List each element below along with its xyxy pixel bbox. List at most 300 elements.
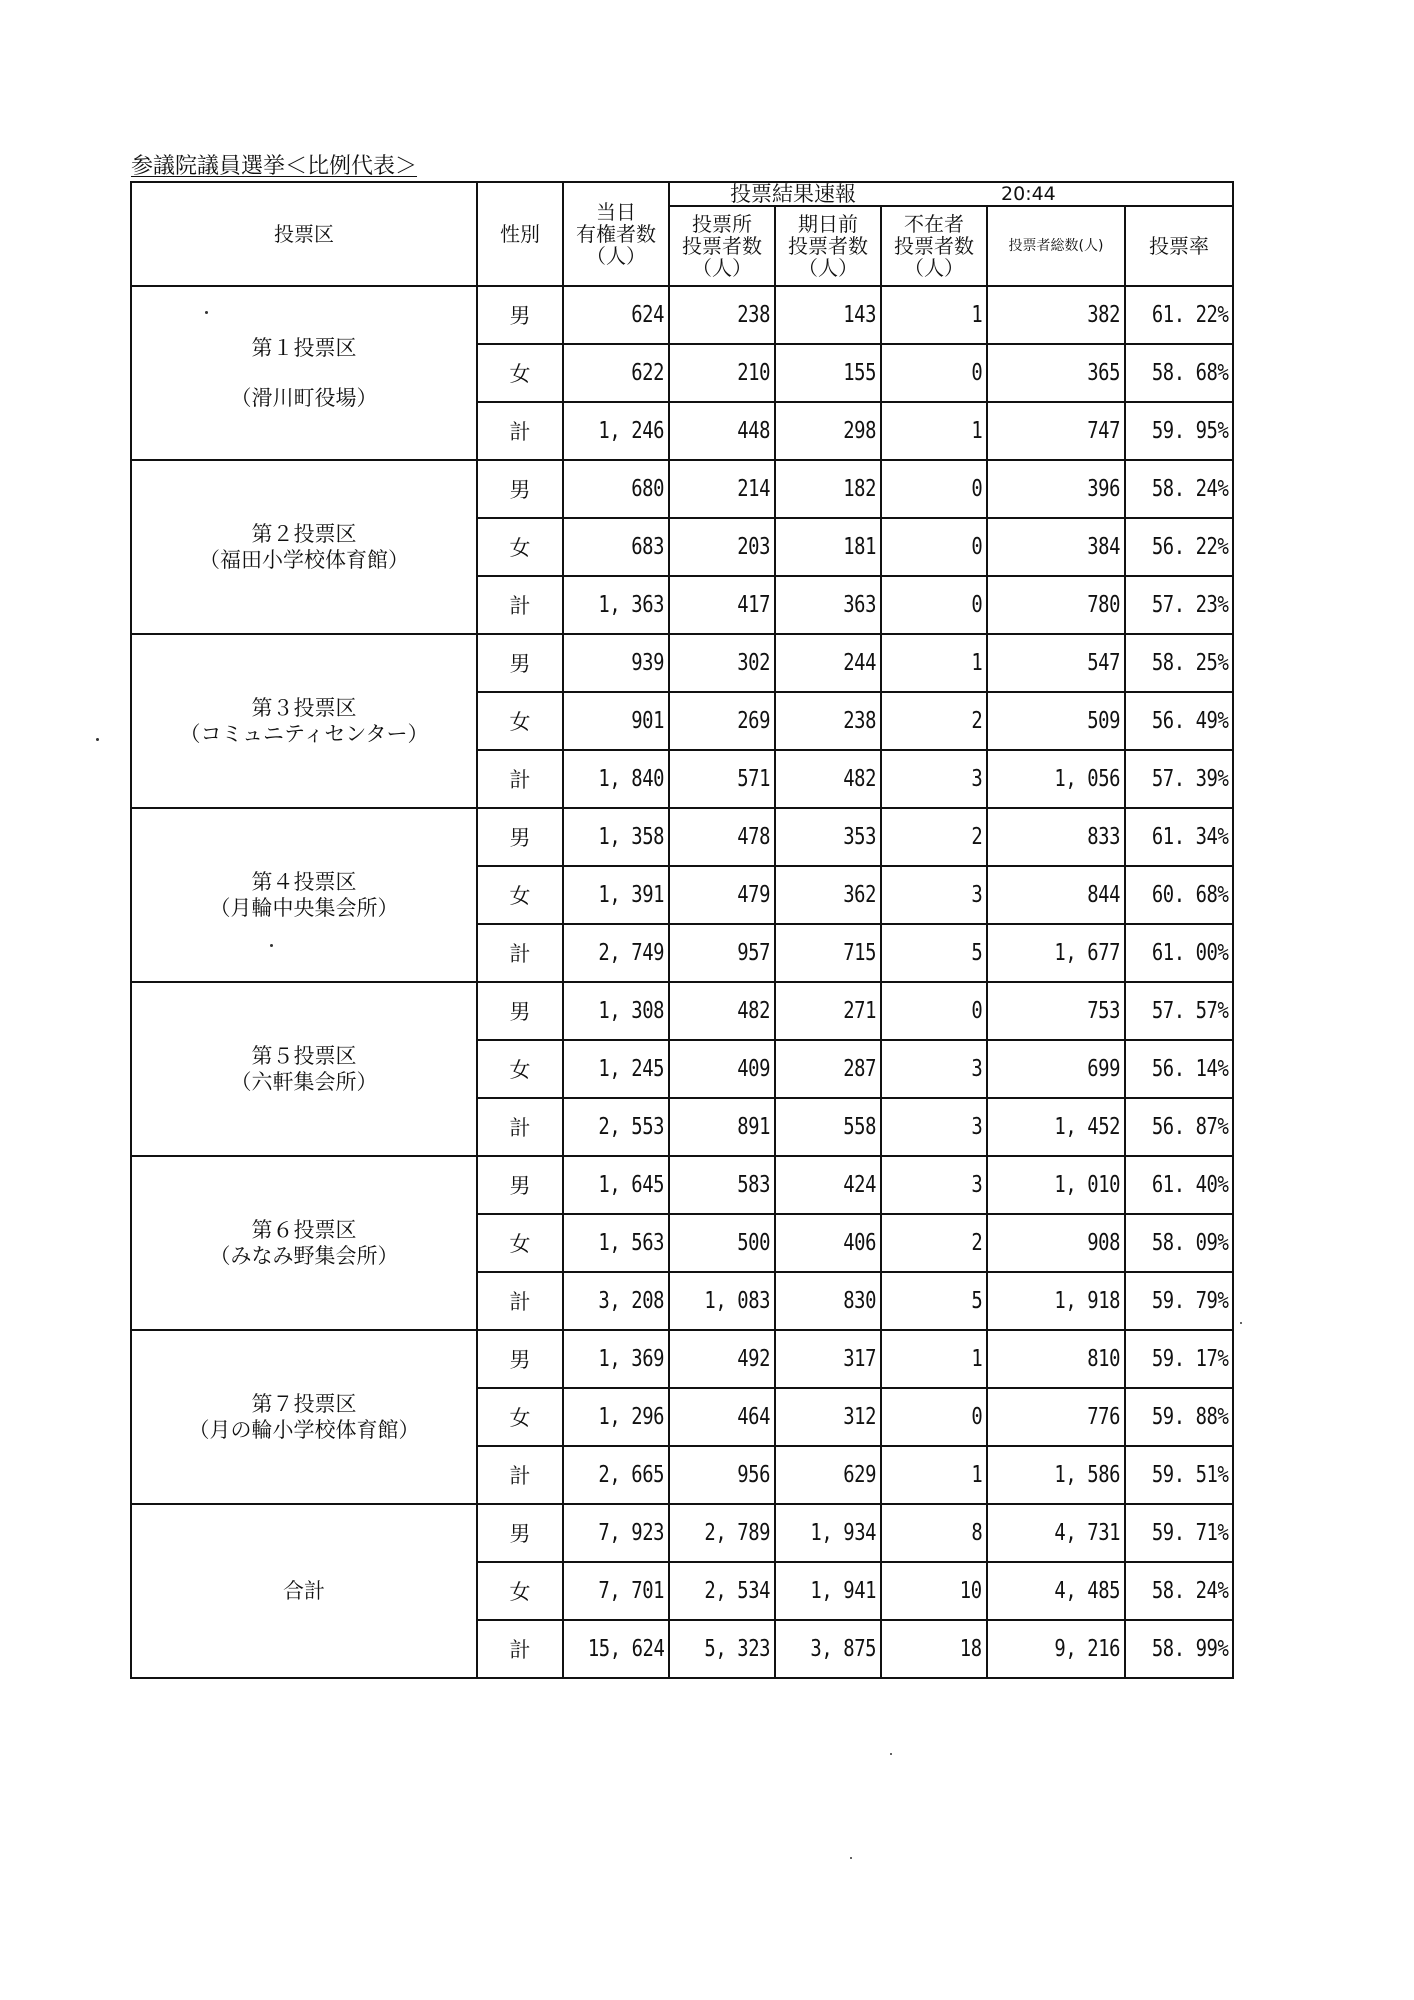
gender-cell: 男 [477, 1330, 563, 1388]
turnout-cell-value: 58. 24% [1151, 476, 1229, 502]
early-voting-cell-value: 1, 941 [810, 1578, 876, 1604]
total-voters-cell [987, 518, 1125, 576]
early-voting-cell [775, 692, 881, 750]
polling-station-cell-value: 448 [737, 418, 770, 444]
eligible-cell-value: 3, 208 [598, 1288, 664, 1314]
total-voters-cell-value: 1, 010 [1054, 1172, 1121, 1198]
header-turnout: 投票率 [1125, 206, 1233, 286]
total-voters-cell-value: 9, 216 [1054, 1636, 1121, 1662]
header-absentee-line1: 不在者 [904, 212, 964, 236]
absentee-cell [881, 982, 987, 1040]
gender-cell: 男 [477, 1156, 563, 1214]
eligible-cell [563, 460, 669, 518]
total-voters-cell-value: 1, 452 [1054, 1114, 1121, 1140]
turnout-cell [1125, 1040, 1233, 1098]
total-voters-cell [987, 1214, 1125, 1272]
district-cell [131, 286, 477, 460]
header-absentee [881, 206, 987, 286]
district-location: （コミュニティセンター） [179, 722, 429, 746]
early-voting-cell-value: 317 [843, 1346, 876, 1372]
early-voting-cell [775, 1214, 881, 1272]
polling-station-cell-value: 269 [737, 708, 770, 734]
turnout-cell [1125, 1156, 1233, 1214]
polling-station-cell [669, 460, 775, 518]
polling-station-cell [669, 344, 775, 402]
polling-station-cell-value: 957 [737, 940, 770, 966]
table-row [131, 1156, 1233, 1214]
eligible-cell [563, 1388, 669, 1446]
eligible-cell [563, 866, 669, 924]
early-voting-cell-value: 155 [843, 360, 876, 386]
absentee-cell-value: 18 [960, 1636, 983, 1662]
absentee-cell-value: 8 [971, 1520, 983, 1546]
absentee-cell-value: 1 [971, 418, 983, 444]
absentee-cell [881, 808, 987, 866]
early-voting-cell-value: 271 [843, 998, 876, 1024]
absentee-cell-value: 5 [971, 940, 983, 966]
absentee-cell-value: 3 [971, 766, 983, 792]
gender-cell: 計 [477, 924, 563, 982]
polling-station-cell [669, 576, 775, 634]
absentee-cell [881, 402, 987, 460]
turnout-cell [1125, 1272, 1233, 1330]
total-voters-cell [987, 344, 1125, 402]
polling-station-cell [669, 402, 775, 460]
gender-cell: 計 [477, 1272, 563, 1330]
early-voting-cell [775, 750, 881, 808]
polling-station-cell-value: 479 [737, 882, 770, 908]
polling-station-cell-value: 478 [737, 824, 770, 850]
scan-speck [270, 944, 273, 947]
absentee-cell [881, 1098, 987, 1156]
eligible-cell [563, 402, 669, 460]
absentee-cell [881, 1620, 987, 1678]
eligible-cell [563, 692, 669, 750]
scan-speck [850, 1857, 852, 1859]
turnout-cell [1125, 924, 1233, 982]
total-voters-cell [987, 1562, 1125, 1620]
absentee-cell [881, 286, 987, 344]
total-voters-cell-value: 382 [1087, 302, 1121, 328]
early-voting-cell-value: 3, 875 [810, 1636, 876, 1662]
table-row [131, 982, 1233, 1040]
eligible-cell-value: 939 [631, 650, 664, 676]
polling-station-cell-value: 482 [737, 998, 770, 1024]
header-quick-report: 投票結果速報 [669, 182, 987, 206]
turnout-cell [1125, 866, 1233, 924]
eligible-cell [563, 924, 669, 982]
total-voters-cell [987, 576, 1125, 634]
turnout-cell [1125, 402, 1233, 460]
district-name: 第３投票区 [251, 696, 357, 720]
turnout-cell-value: 58. 25% [1151, 650, 1229, 676]
total-voters-cell-value: 4, 485 [1054, 1578, 1121, 1604]
turnout-cell-value: 59. 51% [1151, 1462, 1229, 1488]
total-voters-cell [987, 982, 1125, 1040]
polling-station-cell [669, 1620, 775, 1678]
total-voters-cell [987, 750, 1125, 808]
turnout-cell [1125, 576, 1233, 634]
total-voters-cell [987, 924, 1125, 982]
polling-station-cell [669, 1562, 775, 1620]
polling-station-cell [669, 924, 775, 982]
eligible-cell-value: 1, 391 [598, 882, 664, 908]
early-voting-cell-value: 244 [843, 650, 876, 676]
total-voters-cell [987, 402, 1125, 460]
early-voting-cell [775, 1446, 881, 1504]
total-voters-cell-value: 780 [1087, 592, 1121, 618]
absentee-cell-value: 2 [971, 824, 983, 850]
turnout-cell [1125, 1330, 1233, 1388]
total-voters-cell-value: 753 [1087, 998, 1121, 1024]
polling-station-cell-value: 5, 323 [704, 1636, 770, 1662]
early-voting-cell [775, 1388, 881, 1446]
absentee-cell [881, 750, 987, 808]
total-voters-cell-value: 1, 677 [1054, 940, 1121, 966]
eligible-cell [563, 1620, 669, 1678]
total-voters-cell-value: 908 [1087, 1230, 1121, 1256]
turnout-cell [1125, 518, 1233, 576]
total-voters-cell [987, 1272, 1125, 1330]
absentee-cell [881, 1272, 987, 1330]
total-voters-cell [987, 1620, 1125, 1678]
total-voters-cell [987, 634, 1125, 692]
early-voting-cell [775, 634, 881, 692]
eligible-cell-value: 901 [631, 708, 664, 734]
absentee-cell-value: 0 [971, 476, 983, 502]
turnout-cell-value: 59. 71% [1151, 1520, 1229, 1546]
early-voting-cell-value: 482 [843, 766, 876, 792]
early-voting-cell [775, 1620, 881, 1678]
absentee-cell [881, 1330, 987, 1388]
gender-cell: 女 [477, 1562, 563, 1620]
eligible-cell [563, 1330, 669, 1388]
early-voting-cell [775, 1098, 881, 1156]
election-results-table [130, 181, 1234, 1679]
absentee-cell [881, 1156, 987, 1214]
early-voting-cell [775, 576, 881, 634]
gender-cell: 計 [477, 402, 563, 460]
total-voters-cell [987, 1330, 1125, 1388]
header-absentee-line3: （人） [904, 256, 964, 280]
turnout-cell-value: 56. 14% [1151, 1056, 1229, 1082]
eligible-cell-value: 1, 245 [598, 1056, 664, 1082]
turnout-cell-value: 59. 17% [1151, 1346, 1229, 1372]
header-early-line2: 投票者数 [788, 234, 868, 258]
polling-station-cell-value: 302 [737, 650, 770, 676]
turnout-cell [1125, 1098, 1233, 1156]
early-voting-cell-value: 830 [843, 1288, 876, 1314]
polling-station-cell [669, 1504, 775, 1562]
early-voting-cell [775, 1504, 881, 1562]
district-cell [131, 1504, 477, 1678]
district-cell [131, 982, 477, 1156]
turnout-cell [1125, 1446, 1233, 1504]
total-voters-cell-value: 776 [1087, 1404, 1121, 1430]
early-voting-cell-value: 238 [843, 708, 876, 734]
header-eligible-line2: 有権者数 [576, 222, 656, 246]
table-header [131, 182, 1233, 286]
early-voting-cell-value: 424 [843, 1172, 876, 1198]
polling-station-cell [669, 982, 775, 1040]
table-row [131, 286, 1233, 344]
eligible-cell-value: 1, 840 [598, 766, 664, 792]
polling-station-cell [669, 1272, 775, 1330]
polling-station-cell-value: 492 [737, 1346, 770, 1372]
polling-station-cell-value: 956 [737, 1462, 770, 1488]
early-voting-cell-value: 406 [843, 1230, 876, 1256]
absentee-cell-value: 2 [971, 708, 983, 734]
table-row [131, 808, 1233, 866]
polling-station-cell [669, 1156, 775, 1214]
early-voting-cell [775, 1272, 881, 1330]
early-voting-cell [775, 286, 881, 344]
turnout-cell [1125, 1620, 1233, 1678]
absentee-cell [881, 1446, 987, 1504]
header-polling-line2: 投票者数 [682, 234, 762, 258]
early-voting-cell-value: 558 [843, 1114, 876, 1140]
turnout-cell [1125, 750, 1233, 808]
header-total-voters: 投票者総数(人) [987, 206, 1125, 286]
absentee-cell-value: 0 [971, 998, 983, 1024]
turnout-cell-value: 61. 34% [1151, 824, 1229, 850]
district-location: （滑川町役場） [230, 386, 378, 410]
district-name: 第１投票区 [251, 336, 357, 360]
total-voters-cell [987, 1446, 1125, 1504]
polling-station-cell [669, 1098, 775, 1156]
total-voters-cell [987, 460, 1125, 518]
district-cell [131, 634, 477, 808]
polling-station-cell [669, 1040, 775, 1098]
table-row [131, 460, 1233, 518]
early-voting-cell-value: 287 [843, 1056, 876, 1082]
district-cell [131, 1156, 477, 1330]
turnout-cell [1125, 634, 1233, 692]
total-voters-cell-value: 844 [1087, 882, 1121, 908]
turnout-cell-value: 59. 79% [1151, 1288, 1229, 1314]
district-location: （月輪中央集会所） [209, 896, 399, 920]
gender-cell: 計 [477, 1446, 563, 1504]
eligible-cell-value: 1, 296 [598, 1404, 664, 1430]
eligible-cell [563, 1040, 669, 1098]
absentee-cell [881, 518, 987, 576]
polling-station-cell-value: 417 [737, 592, 770, 618]
total-voters-cell-value: 1, 918 [1054, 1288, 1121, 1314]
early-voting-cell [775, 344, 881, 402]
absentee-cell [881, 1040, 987, 1098]
absentee-cell [881, 460, 987, 518]
polling-station-cell [669, 286, 775, 344]
eligible-cell-value: 1, 246 [598, 418, 664, 444]
turnout-cell [1125, 1388, 1233, 1446]
total-voters-cell-value: 699 [1087, 1056, 1121, 1082]
eligible-cell [563, 1562, 669, 1620]
eligible-cell [563, 750, 669, 808]
table-row [131, 1330, 1233, 1388]
scan-speck [96, 738, 99, 741]
turnout-cell [1125, 982, 1233, 1040]
total-voters-cell-value: 547 [1087, 650, 1121, 676]
header-eligible [563, 182, 669, 286]
table-row [131, 1504, 1233, 1562]
polling-station-cell [669, 750, 775, 808]
table-body [131, 286, 1233, 1678]
eligible-cell-value: 15, 624 [587, 1636, 664, 1662]
total-voters-cell-value: 396 [1087, 476, 1121, 502]
gender-cell: 計 [477, 1098, 563, 1156]
turnout-cell [1125, 1214, 1233, 1272]
absentee-cell [881, 1214, 987, 1272]
header-polling-line1: 投票所 [692, 212, 752, 236]
total-voters-cell [987, 808, 1125, 866]
eligible-cell-value: 1, 563 [598, 1230, 664, 1256]
absentee-cell [881, 1388, 987, 1446]
eligible-cell-value: 624 [631, 302, 664, 328]
gender-cell: 女 [477, 1040, 563, 1098]
eligible-cell-value: 1, 308 [598, 998, 664, 1024]
total-voters-cell [987, 1040, 1125, 1098]
eligible-cell-value: 683 [631, 534, 664, 560]
early-voting-cell [775, 460, 881, 518]
absentee-cell [881, 866, 987, 924]
eligible-cell [563, 1214, 669, 1272]
district-location: （みなみ野集会所） [209, 1244, 399, 1268]
absentee-cell-value: 3 [971, 1114, 983, 1140]
gender-cell: 男 [477, 286, 563, 344]
eligible-cell [563, 1272, 669, 1330]
total-voters-cell-value: 4, 731 [1054, 1520, 1121, 1546]
absentee-cell-value: 3 [971, 882, 983, 908]
district-name: 合計 [283, 1579, 325, 1603]
district-location: （月の輪小学校体育館） [188, 1418, 420, 1442]
polling-station-cell-value: 409 [737, 1056, 770, 1082]
polling-station-cell-value: 2, 534 [704, 1578, 770, 1604]
district-location: （六軒集会所） [230, 1070, 378, 1094]
header-time: 20:44 [987, 182, 1233, 206]
header-eligible-line1: 当日 [596, 200, 636, 224]
gender-cell: 男 [477, 1504, 563, 1562]
gender-cell: 男 [477, 460, 563, 518]
absentee-cell [881, 1504, 987, 1562]
turnout-cell [1125, 1562, 1233, 1620]
turnout-cell-value: 59. 95% [1151, 418, 1229, 444]
turnout-cell-value: 58. 99% [1151, 1636, 1229, 1662]
eligible-cell-value: 1, 358 [598, 824, 664, 850]
eligible-cell-value: 1, 369 [598, 1346, 664, 1372]
turnout-cell-value: 61. 22% [1151, 302, 1229, 328]
eligible-cell [563, 344, 669, 402]
eligible-cell [563, 982, 669, 1040]
scan-speck [890, 1753, 892, 1755]
polling-station-cell [669, 1446, 775, 1504]
absentee-cell-value: 3 [971, 1172, 983, 1198]
district-cell [131, 808, 477, 982]
polling-station-cell [669, 1214, 775, 1272]
early-voting-cell [775, 1330, 881, 1388]
polling-station-cell-value: 238 [737, 302, 770, 328]
absentee-cell [881, 1562, 987, 1620]
early-voting-cell-value: 629 [843, 1462, 876, 1488]
eligible-cell-value: 7, 923 [598, 1520, 664, 1546]
eligible-cell [563, 1098, 669, 1156]
turnout-cell-value: 56. 49% [1151, 708, 1229, 734]
header-early-line1: 期日前 [798, 212, 858, 236]
gender-cell: 女 [477, 344, 563, 402]
header-early [775, 206, 881, 286]
turnout-cell-value: 58. 68% [1151, 360, 1229, 386]
total-voters-cell [987, 1388, 1125, 1446]
early-voting-cell-value: 181 [843, 534, 876, 560]
polling-station-cell-value: 2, 789 [704, 1520, 770, 1546]
polling-station-cell-value: 583 [737, 1172, 770, 1198]
gender-cell: 女 [477, 518, 563, 576]
turnout-cell [1125, 344, 1233, 402]
absentee-cell-value: 1 [971, 302, 983, 328]
district-cell [131, 460, 477, 634]
gender-cell: 計 [477, 750, 563, 808]
absentee-cell-value: 0 [971, 1404, 983, 1430]
polling-station-cell [669, 634, 775, 692]
early-voting-cell [775, 518, 881, 576]
absentee-cell-value: 3 [971, 1056, 983, 1082]
total-voters-cell [987, 866, 1125, 924]
polling-station-cell-value: 891 [737, 1114, 770, 1140]
gender-cell: 男 [477, 634, 563, 692]
absentee-cell-value: 1 [971, 650, 983, 676]
turnout-cell-value: 61. 40% [1151, 1172, 1229, 1198]
early-voting-cell [775, 1562, 881, 1620]
absentee-cell [881, 924, 987, 982]
absentee-cell-value: 0 [971, 360, 983, 386]
total-voters-cell-value: 365 [1087, 360, 1121, 386]
district-name: 第４投票区 [251, 870, 357, 894]
eligible-cell [563, 518, 669, 576]
early-voting-cell [775, 866, 881, 924]
header-eligible-line3: （人） [586, 244, 646, 268]
total-voters-cell [987, 1156, 1125, 1214]
early-voting-cell-value: 363 [843, 592, 876, 618]
polling-station-cell [669, 808, 775, 866]
eligible-cell-value: 2, 749 [598, 940, 664, 966]
eligible-cell-value: 2, 553 [598, 1114, 664, 1140]
turnout-cell-value: 56. 22% [1151, 534, 1229, 560]
absentee-cell-value: 1 [971, 1462, 983, 1488]
early-voting-cell-value: 1, 934 [810, 1520, 876, 1546]
early-voting-cell [775, 1040, 881, 1098]
polling-station-cell-value: 571 [737, 766, 770, 792]
absentee-cell [881, 344, 987, 402]
polling-station-cell-value: 500 [737, 1230, 770, 1256]
eligible-cell-value: 7, 701 [598, 1578, 664, 1604]
header-polling-station [669, 206, 775, 286]
gender-cell: 女 [477, 1388, 563, 1446]
turnout-cell-value: 60. 68% [1151, 882, 1229, 908]
district-name: 第７投票区 [251, 1392, 357, 1416]
eligible-cell [563, 1446, 669, 1504]
absentee-cell [881, 634, 987, 692]
header-early-line3: （人） [798, 256, 858, 280]
early-voting-cell [775, 808, 881, 866]
total-voters-cell-value: 833 [1087, 824, 1121, 850]
turnout-cell-value: 58. 09% [1151, 1230, 1229, 1256]
eligible-cell-value: 622 [631, 360, 664, 386]
total-voters-cell-value: 509 [1087, 708, 1121, 734]
gender-cell: 女 [477, 1214, 563, 1272]
district-location: （福田小学校体育館） [199, 548, 409, 572]
turnout-cell-value: 56. 87% [1151, 1114, 1229, 1140]
polling-station-cell-value: 1, 083 [704, 1288, 770, 1314]
early-voting-cell [775, 1156, 881, 1214]
